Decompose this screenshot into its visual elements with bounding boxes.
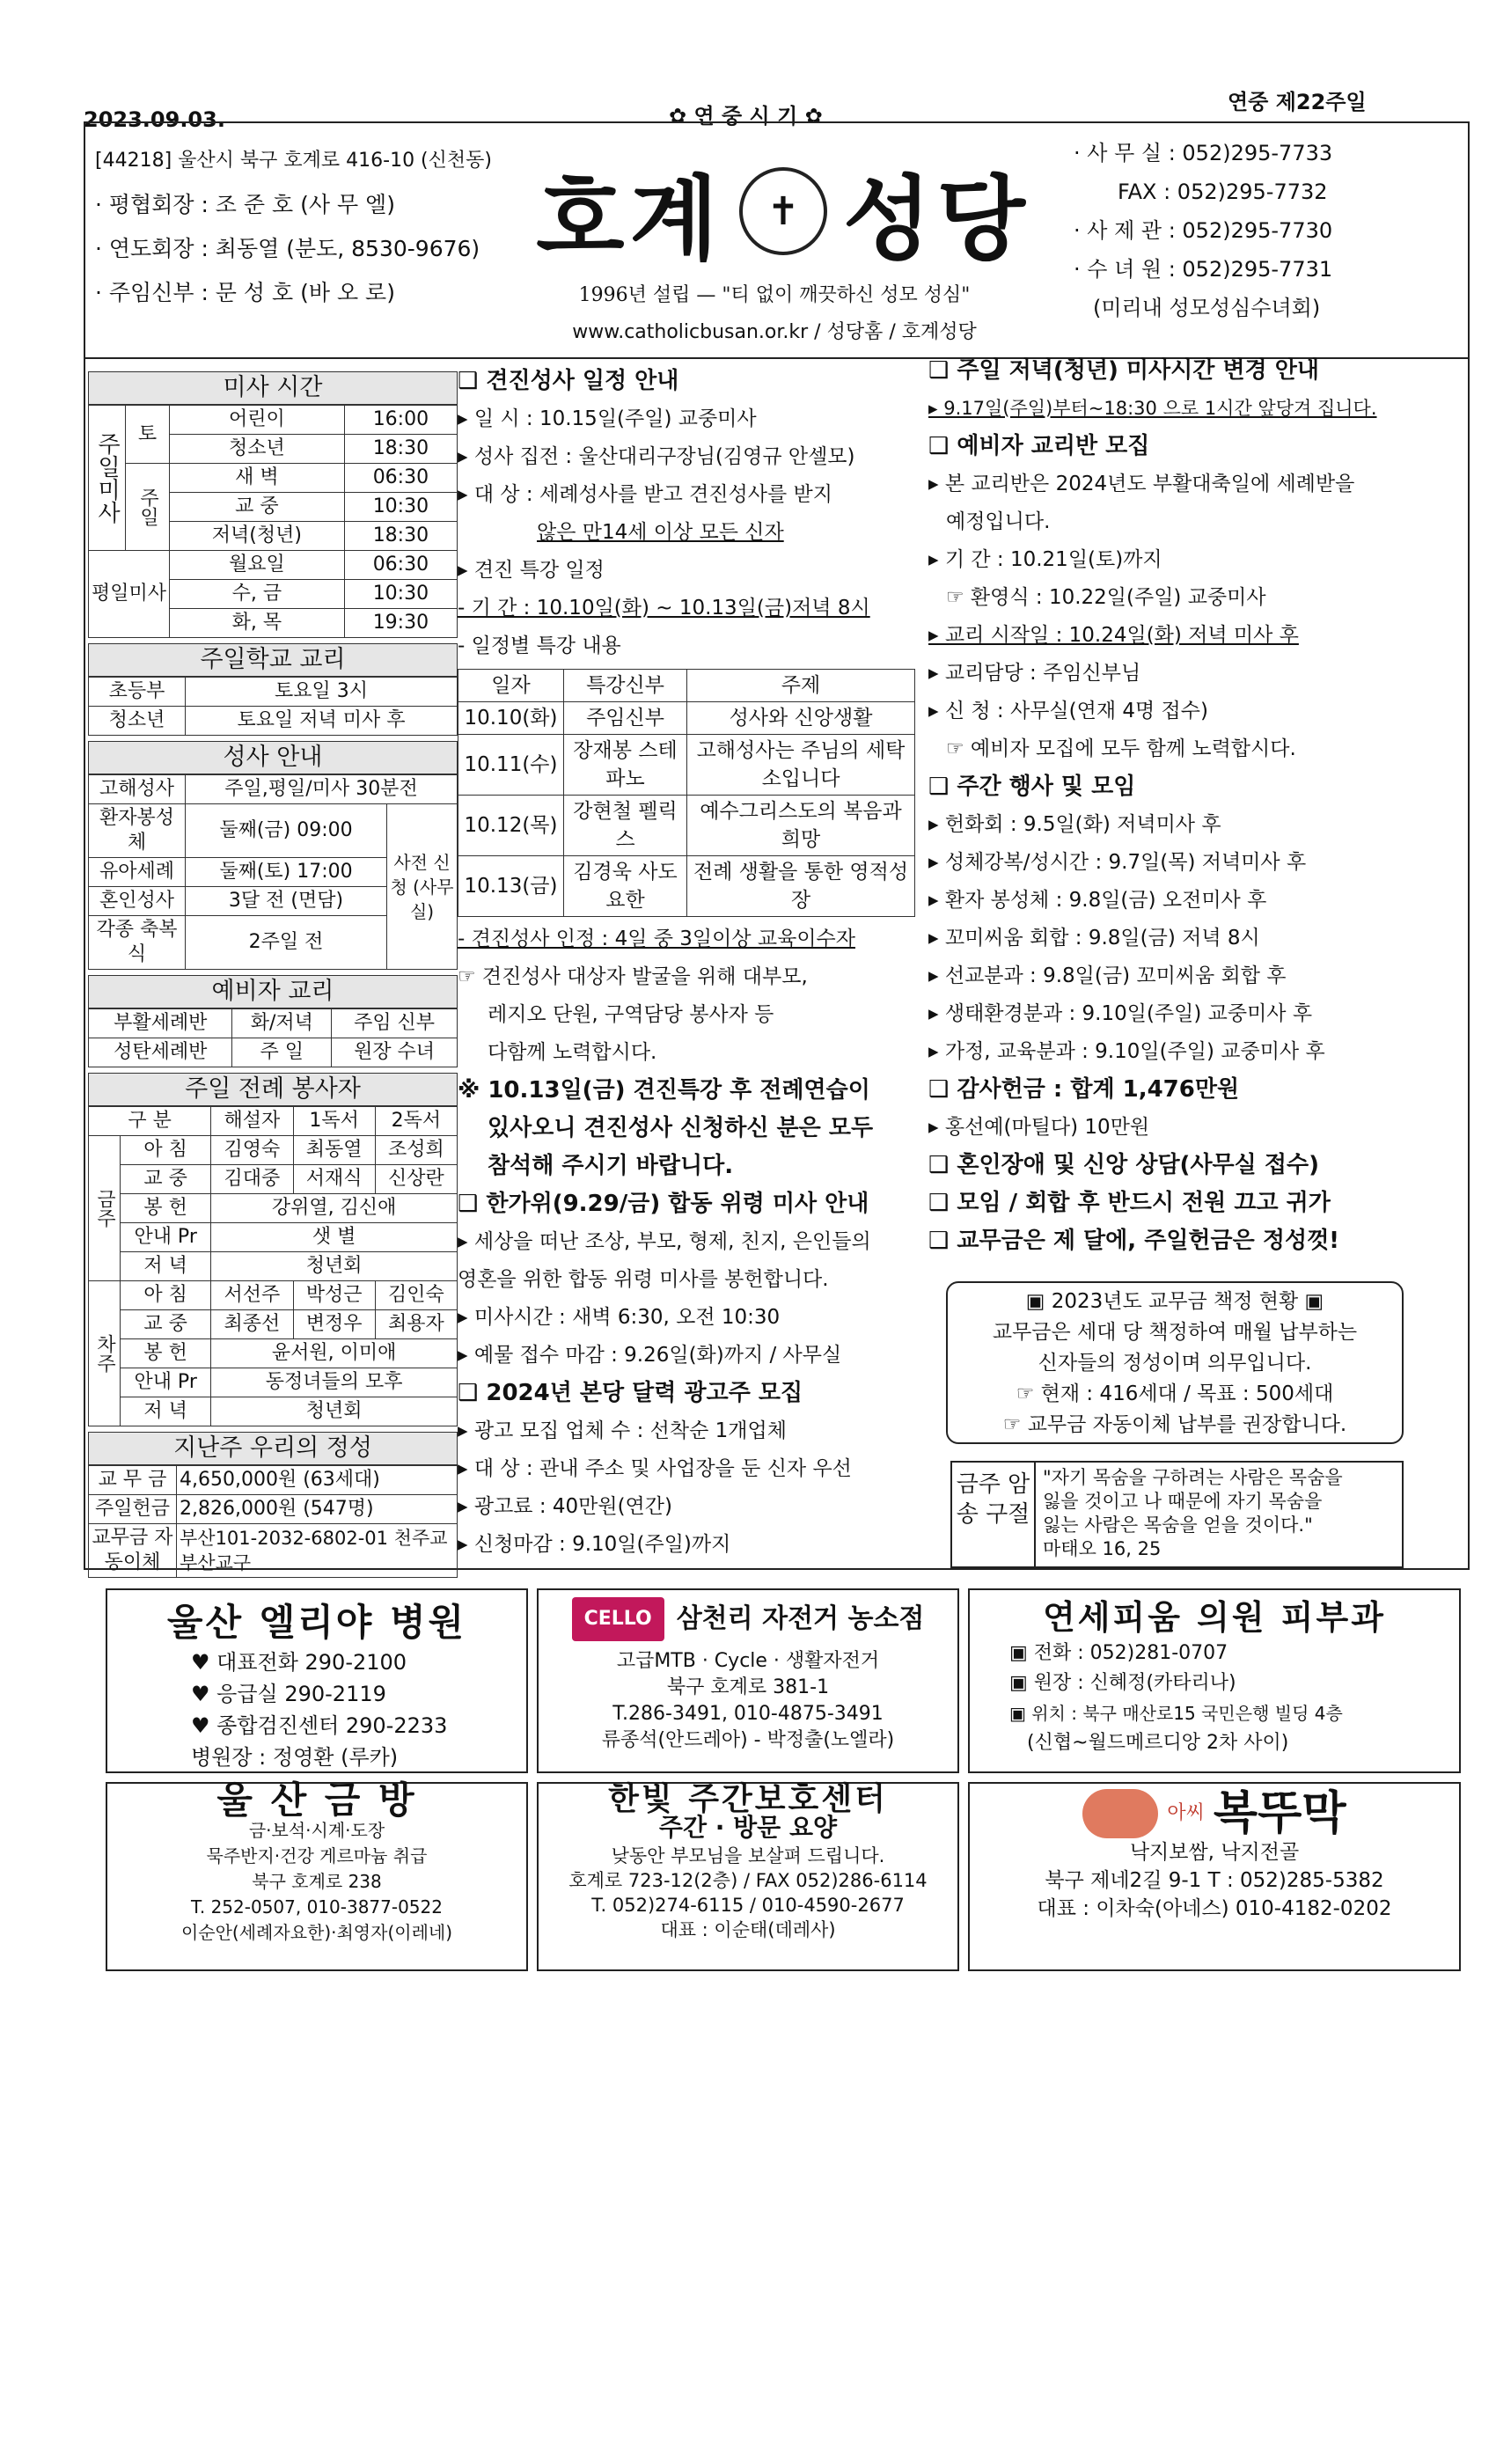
text-line: 예정입니다. [946, 510, 1051, 533]
confirmation-heading: ❑ 견진성사 일정 안내 [458, 368, 679, 394]
ad-title: 울 산 금 방 [216, 1778, 417, 1822]
council-president: · 평협회장 : 조 준 호 (사 무 엘) [95, 192, 395, 217]
cell: 토요일 저녁 미사 후 [186, 707, 458, 736]
cell: 강위열, 김신애 [211, 1194, 458, 1223]
school-table [88, 677, 458, 736]
this-week-label: 금주 [89, 1136, 121, 1281]
cell: 최종선 [211, 1310, 293, 1339]
text-line: ▸ 교리담당 : 주임신부님 [928, 662, 1141, 685]
cell: 각종 축복식 [89, 916, 186, 970]
text-line: 대표 : 이차숙(아네스) 010-4182-0202 [1037, 1897, 1392, 1920]
cell: 저 녁 [121, 1397, 211, 1426]
servers-title: 주일 전례 봉사자 [88, 1073, 458, 1106]
website[interactable]: www.catholicbusan.or.kr / 성당홈 / 호계성당 [572, 321, 977, 343]
text-line: 병원장 : 정영환 (루카) [191, 1745, 399, 1770]
founded-line: 1996년 설립 — "티 없이 깨끗하신 성모 성심" [578, 284, 971, 306]
cell: 주제 [687, 670, 915, 702]
calendar-heading: ❑ 2024년 본당 달력 광고주 모집 [458, 1380, 803, 1406]
verse-text [1036, 1463, 1350, 1566]
text-line: 교무금은 세대 당 책정하여 매월 납부하는 [992, 1321, 1358, 1344]
catechumen-title: 예비자 교리 [88, 975, 458, 1008]
cell: 서재식 [293, 1165, 375, 1194]
liturgical-season: ✿ 연 중 시 기 ✿ [669, 104, 823, 128]
text-line: ▸ 선교분과 : 9.8일(금) 꼬미씨움 회합 후 [928, 964, 1287, 987]
text-line: 낙지보쌈, 낙지전골 [1129, 1841, 1300, 1864]
cell: 부활세례반 [89, 1009, 232, 1038]
text-line: ▸ 견진 특강 일정 [458, 559, 605, 582]
verse-label: 금주 암송 구절 [952, 1463, 1036, 1566]
cell: 신상란 [375, 1165, 457, 1194]
text-line: 북구 제네2길 9-1 T : 052)285-5382 [1045, 1869, 1384, 1892]
parish-seal-icon: ✝ [739, 167, 827, 255]
cell: 1독서 [293, 1107, 375, 1136]
cell: 김인숙 [375, 1281, 457, 1310]
cell: 원장 수녀 [332, 1038, 458, 1067]
ad-clinic [968, 1588, 1461, 1773]
liturgical-week: 연중 제22주일 [1228, 90, 1367, 114]
ad-title: 삼천리 자전거 농소점 [676, 1603, 925, 1634]
text-line: ▸ 꼬미씨움 회합 : 9.8일(금) 저녁 8시 [928, 927, 1260, 950]
address: [44218] 울산시 북구 호계로 416-10 (신천동) [95, 150, 492, 172]
text-line: 영혼을 위한 합동 위령 미사를 봉헌합니다. [458, 1268, 829, 1291]
ad-restaurant [968, 1782, 1461, 1971]
offering-table [88, 1465, 458, 1578]
weekly-heading: ❑ 주간 행사 및 모임 [928, 774, 1136, 800]
cell: 월요일 [170, 551, 345, 580]
cell: 안내 Pr [121, 1223, 211, 1252]
cell: 최동열 [293, 1136, 375, 1165]
cell: 일자 [458, 670, 564, 702]
cell: 청년회 [211, 1397, 458, 1426]
cell: 어린이 [170, 406, 345, 435]
text-line: ▸ 헌화회 : 9.5일(화) 저녁미사 후 [928, 813, 1221, 836]
text-line: ▸ 신 청 : 사무실(연재 4명 접수) [928, 700, 1208, 722]
cell: 3달 전 (면담) [186, 887, 387, 916]
cell: 새 벽 [170, 464, 345, 493]
text-line: T.286-3491, 010-4875-3491 [612, 1703, 884, 1725]
cell: 봉 헌 [121, 1339, 211, 1368]
ad-title: 복뚜막 [1213, 1786, 1346, 1840]
cell: 19:30 [344, 609, 457, 638]
text-line: (신협~월드메르디앙 2차 사이) [1027, 1732, 1289, 1754]
parish-title [519, 141, 1047, 282]
text-line: ▸ 광고 모집 업체 수 : 선착순 1개업체 [458, 1419, 787, 1442]
text-line: ❑ 모임 / 회합 후 반드시 전원 끄고 귀가 [928, 1190, 1331, 1216]
weekday-mass-label: 평일미사 [89, 551, 170, 638]
text-line: ▸ 교리 시작일 : 10.24일(화) 저녁 미사 후 [928, 624, 1299, 647]
text-line: 참석해 주시기 바랍니다. [488, 1153, 734, 1179]
text-line: ▸ 생태환경분과 : 9.10일(주일) 교중미사 후 [928, 1002, 1313, 1025]
cell: 부산101-2032-6802-01 천주교 부산교구 [177, 1524, 458, 1578]
cell: 변정우 [293, 1310, 375, 1339]
cell: 16:00 [344, 406, 457, 435]
cell: 교 중 [121, 1310, 211, 1339]
cell: 둘째(토) 17:00 [186, 858, 387, 887]
cell: 성탄세례반 [89, 1038, 232, 1067]
text-line: ☞ 예비자 모집에 모두 함께 노력합시다. [946, 737, 1296, 760]
text-line: 잃을 것이고 나 때문에 자기 목숨을 [1043, 1491, 1323, 1512]
cell: 10:30 [344, 580, 457, 609]
cell: 2독서 [375, 1107, 457, 1136]
cell: 10.13(금) [458, 856, 564, 917]
text-line: ▸ 세상을 떠난 조상, 부모, 형제, 친지, 은인들의 [458, 1230, 871, 1253]
cell: 장재봉 스테파노 [564, 735, 687, 796]
text-line: "자기 목숨을 구하려는 사람은 목숨을 [1043, 1467, 1343, 1488]
ad-daycare [537, 1782, 959, 1971]
sunday-mass-label: 주일미사 [89, 406, 126, 551]
ad-prefix: 아씨 [1167, 1802, 1205, 1824]
text-line: 북구 호계로 381-1 [666, 1676, 830, 1698]
cell: 10.10(화) [458, 702, 564, 735]
ad-subtitle: 주간 · 방문 요양 [658, 1813, 838, 1842]
text-line: ☞ 환영식 : 10.22일(주일) 교중미사 [946, 586, 1266, 609]
cell: 윤서원, 이미애 [211, 1339, 458, 1368]
cell: 아 침 [121, 1136, 211, 1165]
cell: 안내 Pr [121, 1368, 211, 1397]
ad-title: 한빛 주간보호센터 [608, 1781, 888, 1817]
text-line: ▸ 일 시 : 10.15일(주일) 교중미사 [458, 407, 757, 430]
cell: 저녁(청년) [170, 522, 345, 551]
cell: 화/저녁 [232, 1009, 332, 1038]
cell: 박성근 [293, 1281, 375, 1310]
text-line: 호계로 723-12(2층) / FAX 052)286-6114 [568, 1870, 928, 1891]
cell: 예수그리스도의 복음과 희망 [687, 796, 915, 856]
text-line: - 일정별 특강 내용 [458, 634, 621, 657]
left-column [88, 371, 458, 1578]
text-line: - 기 간 : 10.10일(화) ~ 10.13일(금)저녁 8시 [458, 597, 870, 620]
cell: 사전 신청 (사무실) [387, 804, 458, 970]
cell: 수, 금 [170, 580, 345, 609]
convent-phone: · 수 녀 원 : 052)295-7731 [1074, 257, 1333, 282]
text-line: 신자들의 정성이며 의무입니다. [1038, 1352, 1312, 1375]
cell: 구 분 [89, 1107, 211, 1136]
cell: 18:30 [344, 522, 457, 551]
cell: 고해성사 [89, 775, 186, 804]
text-line: 마태오 16, 25 [1043, 1538, 1162, 1559]
cell: 둘째(금) 09:00 [186, 804, 387, 858]
text-line: 레지오 단원, 구역담당 봉사자 등 [488, 1003, 774, 1026]
cell: 동정녀들의 모후 [211, 1368, 458, 1397]
cell: 화, 목 [170, 609, 345, 638]
cell: 전례 생활을 통한 영적성장 [687, 856, 915, 917]
text-line: 북구 호계로 238 [252, 1871, 382, 1892]
cell: 교무금 자동이체 [89, 1524, 177, 1578]
cell: 주임신부 [564, 702, 687, 735]
text-line: T. 052)274-6115 / 010-4590-2677 [591, 1895, 905, 1916]
cell: 혼인성사 [89, 887, 186, 916]
text-line: ▸ 가정, 교육분과 : 9.10일(주일) 교중미사 후 [928, 1040, 1325, 1063]
bulletin-date: 2023.09.03. [84, 107, 225, 132]
sacrament-title: 성사 안내 [88, 741, 458, 774]
ad-hospital [106, 1588, 528, 1773]
sacrament-table [88, 774, 458, 970]
cello-logo: CELLO [572, 1597, 664, 1641]
cell: 06:30 [344, 464, 457, 493]
text-line: 있사오니 견진성사 신청하신 분은 모두 [488, 1115, 874, 1141]
text-line: ※ 10.13일(금) 견진특강 후 전례연습이 [458, 1077, 870, 1104]
cell: 초등부 [89, 678, 186, 707]
cell: 성사와 신앙생활 [687, 702, 915, 735]
text-line: 이순안(세례자요한)·최영자(이레네) [180, 1922, 453, 1943]
cell: 주임 신부 [332, 1009, 458, 1038]
cell: 교 중 [170, 493, 345, 522]
food-logo-icon [1082, 1789, 1158, 1838]
cell: 토요일 3시 [186, 678, 458, 707]
text-line: ▣ 원장 : 신혜정(카타리나) [1009, 1672, 1236, 1694]
cell: 유아세례 [89, 858, 186, 887]
cell: 교 중 [121, 1165, 211, 1194]
text-line: ❑ 교무금은 제 달에, 주일헌금은 정성껏! [928, 1228, 1340, 1254]
text-line: ❑ 혼인장애 및 신앙 상담(사무실 접수) [928, 1152, 1319, 1178]
cell: 특강신부 [564, 670, 687, 702]
text-line: ▸ 본 교리반은 2024년도 부활대축일에 세례받을 [928, 473, 1355, 495]
text-line: ▸ 예물 접수 마감 : 9.26일(화)까지 / 사무실 [458, 1344, 842, 1367]
cell: 청소년 [89, 707, 186, 736]
title-left: 호계 [536, 165, 723, 273]
text-line: ☞ 견진성사 대상자 발굴을 위해 대부모, [458, 965, 808, 988]
text-line: T. 252-0507, 010-3877-0522 [191, 1896, 443, 1918]
pastor: · 주임신부 : 문 성 호 (바 오 로) [95, 280, 395, 305]
text-line: ▸ 9.17일(주일)부터~18:30 으로 1시간 앞당겨 집니다. [928, 398, 1377, 419]
text-line: ▸ 대 상 : 세례성사를 받고 견진성사를 받지 [458, 483, 832, 506]
catechumen-heading: ❑ 예비자 교리반 모집 [928, 433, 1150, 459]
ad-jewelry [106, 1778, 528, 1971]
thanks-offering-heading: ❑ 감사헌금 : 합계 1,476만원 [928, 1076, 1240, 1103]
text-line: 다함께 노력합시다. [488, 1041, 657, 1064]
servers-table [88, 1106, 458, 1426]
cell: 환자봉성체 [89, 804, 186, 858]
text-line: ▸ 광고료 : 40만원(연간) [458, 1495, 672, 1518]
ad-bicycle [537, 1588, 959, 1773]
cell: 해설자 [211, 1107, 293, 1136]
catechumen-table [88, 1008, 458, 1067]
lecture-table [458, 669, 915, 917]
office-phone: · 사 무 실 : 052)295-7733 [1074, 141, 1333, 165]
contact-info [1074, 134, 1461, 327]
rectory-phone: · 사 제 관 : 052)295-7730 [1074, 218, 1333, 243]
mass-table [88, 405, 458, 638]
mass-title: 미사 시간 [88, 371, 458, 405]
text-line: ▣ 위치 : 북구 매산로15 국민은행 빌딩 4층 [1009, 1703, 1343, 1724]
cell: 주 일 [232, 1038, 332, 1067]
cell: 교 무 금 [89, 1466, 177, 1495]
convent-name: (미리내 성모성심수녀회) [1093, 296, 1321, 320]
cell: 고해성사는 주님의 세탁소입니다 [687, 735, 915, 796]
text-line: ♥ 응급실 290-2119 [191, 1682, 386, 1706]
text-line: 않은 만14세 이상 모든 신자 [537, 521, 784, 544]
text-line: ♥ 대표전화 290-2100 [191, 1650, 407, 1675]
text-line: ▸ 대 상 : 관내 주소 및 사업장을 둔 신자 우선 [458, 1457, 852, 1480]
text-line: 잃는 사람은 목숨을 얻을 것이다." [1043, 1514, 1313, 1536]
text-line: 금·보석·시계·도장 [248, 1820, 385, 1841]
text-line: ☞ 교무금 자동이체 납부를 권장합니다. [1002, 1413, 1347, 1436]
cell: 아 침 [121, 1281, 211, 1310]
text-line: ▸ 미사시간 : 새벽 6:30, 오전 10:30 [458, 1306, 781, 1329]
cell: 06:30 [344, 551, 457, 580]
title-right: 성당 [843, 165, 1030, 273]
text-line: ▸ 기 간 : 10.21일(토)까지 [928, 548, 1162, 571]
text-line: 류종석(안드레아) - 박정출(노엘라) [601, 1729, 895, 1751]
cell: 주일,평일/미사 30분전 [186, 775, 458, 804]
text-line: ☞ 현재 : 416세대 / 목표 : 500세대 [1016, 1382, 1334, 1405]
text-line: ▸ 홍선예(마틸다) 10만원 [928, 1116, 1150, 1139]
cell: 10.12(목) [458, 796, 564, 856]
evening-mass-heading: ❑ 주일 저녁(청년) 미사시간 변경 안내 [928, 357, 1319, 384]
text-line: ▣ 2023년도 교무금 책정 현황 ▣ [1025, 1290, 1324, 1313]
text-line: ▸ 성사 집전 : 울산대리구장님(김영규 안셀모) [458, 445, 855, 468]
ad-title: 울산 엘리야 병원 [166, 1601, 467, 1644]
cell: 청년회 [211, 1252, 458, 1281]
sodality-president: · 연도회장 : 최동열 (분도, 8530-9676) [95, 236, 480, 261]
ad-title: 연세피움 의원 피부과 [1043, 1598, 1386, 1637]
cell: 저 녁 [121, 1252, 211, 1281]
sat-label: 토 [126, 406, 170, 464]
chuseok-heading: ❑ 한가위(9.29/금) 합동 위령 미사 안내 [458, 1191, 869, 1217]
offering-title: 지난주 우리의 정성 [88, 1432, 458, 1465]
parish-info [95, 139, 553, 315]
cell: 18:30 [344, 435, 457, 464]
cell: 강현철 펠릭스 [564, 796, 687, 856]
next-week-label: 차주 [89, 1281, 121, 1426]
text-line: ▸ 성체강복/성시간 : 9.7일(목) 저녁미사 후 [928, 851, 1307, 874]
school-title: 주일학교 교리 [88, 643, 458, 677]
fax: FAX : 052)295-7732 [1118, 180, 1328, 204]
tithe-box [946, 1281, 1404, 1444]
text-line: 대표 : 이순태(데레사) [660, 1919, 836, 1940]
cell: 봉 헌 [121, 1194, 211, 1223]
middle-column [458, 363, 924, 1564]
cell: 10.11(수) [458, 735, 564, 796]
text-line: 고급MTB · Cycle · 생활자전거 [616, 1650, 880, 1672]
cell: 2,826,000원 (547명) [177, 1495, 458, 1524]
cell: 10:30 [344, 493, 457, 522]
cell: 최용자 [375, 1310, 457, 1339]
cell: 김영숙 [211, 1136, 293, 1165]
cell: 청소년 [170, 435, 345, 464]
sun-label: 주일 [126, 464, 170, 551]
cell: 김대중 [211, 1165, 293, 1194]
cell: 2주일 전 [186, 916, 387, 970]
text-line: ▸ 환자 봉성체 : 9.8일(금) 오전미사 후 [928, 889, 1267, 912]
cell: 김경욱 사도요한 [564, 856, 687, 917]
text-line: - 견진성사 인정 : 4일 중 3일이상 교육이수자 [458, 928, 855, 950]
cell: 샛 별 [211, 1223, 458, 1252]
text-line: ▸ 신청마감 : 9.10일(주일)까지 [458, 1533, 731, 1556]
cell: 서선주 [211, 1281, 293, 1310]
verse-box [950, 1461, 1404, 1568]
right-column [928, 352, 1465, 1260]
text-line: 낮동안 부모님을 보살펴 드립니다. [611, 1845, 885, 1866]
cell: 4,650,000원 (63세대) [177, 1466, 458, 1495]
cell: 주일헌금 [89, 1495, 177, 1524]
text-line: ▣ 전화 : 052)281-0707 [1009, 1642, 1228, 1664]
text-line: 묵주반지·건강 게르마늄 취급 [206, 1845, 428, 1866]
cell: 조성희 [375, 1136, 457, 1165]
text-line: ♥ 종합검진센터 290-2233 [191, 1713, 448, 1738]
